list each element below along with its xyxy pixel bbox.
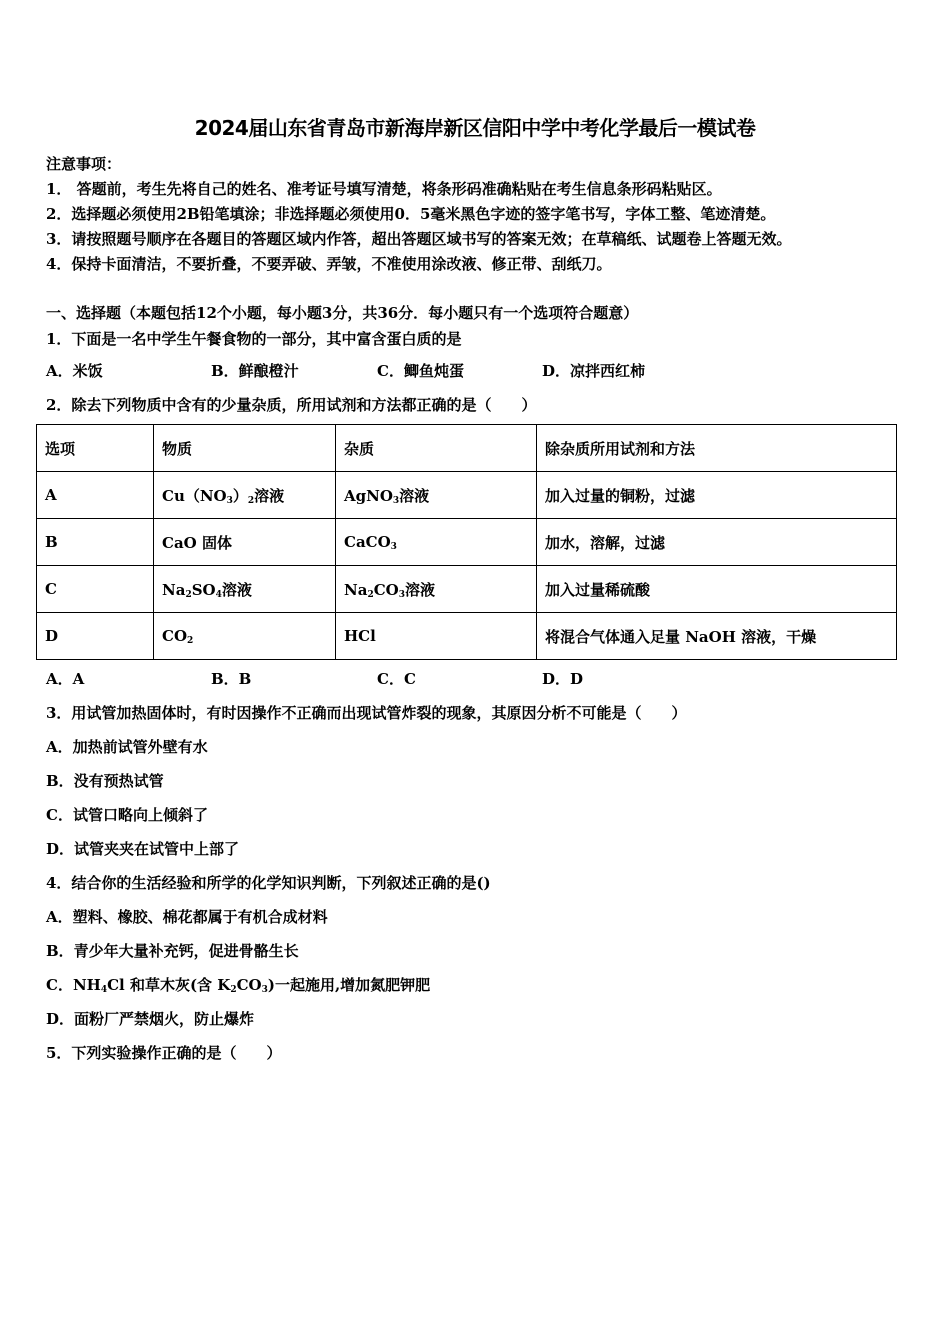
option-d: D．凉拌西红柿 <box>542 362 646 380</box>
subscript: 4 <box>215 589 222 600</box>
option-d: D．面粉厂严禁烟火，防止爆炸 <box>46 1010 255 1028</box>
formula-part: 溶液 <box>254 486 285 505</box>
table-row <box>37 519 897 566</box>
exam-title: 2024届山东省青岛市新海岸新区信阳中学中考化学最后一模试卷 <box>194 116 756 140</box>
table-header-row <box>37 425 897 472</box>
subscript: 3 <box>226 495 233 506</box>
formula-part: ） <box>232 486 248 505</box>
option-b: B．青少年大量补充钙，促进骨骼生长 <box>46 942 299 960</box>
formula-part: Na <box>344 580 368 599</box>
formula-part: Cl 和草木灰(含 K <box>107 976 231 994</box>
subscript: 2 <box>187 635 194 646</box>
method-cell: 将混合气体通入足量 NaOH 溶液，干燥 <box>537 613 897 660</box>
option-b: B．鲜酿橙汁 <box>211 362 299 380</box>
formula-part: CO <box>236 976 262 994</box>
option-b: B．B <box>211 670 252 688</box>
note-item: 4．保持卡面清洁，不要折叠，不要弄破、弄皱，不准使用涂改液、修正带、刮纸刀。 <box>46 255 612 273</box>
formula-part: )一起施用,增加氮肥钾肥 <box>267 976 431 994</box>
impurity-cell <box>336 566 537 613</box>
option-a: A．加热前试管外壁有水 <box>46 738 208 756</box>
option-c: C．C <box>377 670 416 688</box>
table-row <box>37 566 897 613</box>
substance-cell <box>154 472 336 519</box>
subscript: 3 <box>398 589 405 600</box>
impurity-cell: HCl <box>336 613 537 660</box>
formula-part: CO <box>373 580 399 599</box>
formula-part: C．NH <box>46 976 101 994</box>
table-row <box>37 472 897 519</box>
question-1-stem: 1．下面是一名中学生午餐食物的一部分，其中富含蛋白质的是 <box>46 330 462 348</box>
option-c: C．鲫鱼炖蛋 <box>377 362 464 380</box>
option-c: C．试管口略向上倾斜了 <box>46 806 208 824</box>
question-3-stem: 3．用试管加热固体时，有时因操作不正确而出现试管炸裂的现象，其原因分析不可能是（ ） <box>46 704 687 722</box>
impurity-cell <box>336 472 537 519</box>
option-a: A．A <box>46 670 85 688</box>
substance-cell: CaO 固体 <box>154 519 336 566</box>
impurity-cell <box>336 519 537 566</box>
question-2-stem: 2．除去下列物质中含有的少量杂质，所用试剂和方法都正确的是（ ） <box>46 396 537 414</box>
header-cell: 物质 <box>154 425 336 472</box>
subscript: 3 <box>392 495 400 506</box>
formula-part: 溶液 <box>221 580 252 599</box>
note-item: 1． 答题前，考生先将自己的姓名、准考证号填写清楚，将条形码准确粘贴在考生信息条形码粘贴区。 <box>46 180 722 198</box>
note-item: 2．选择题必须使用2B铅笔填涂；非选择题必须使用0．5毫米黑色字迹的签字笔书写，字体工整、笔迹清楚。 <box>46 205 776 223</box>
subscript: 2 <box>247 495 255 506</box>
option-d: D．D <box>542 670 584 688</box>
subscript: 2 <box>367 589 374 600</box>
option-b: B．没有预热试管 <box>46 772 164 790</box>
subscript: 2 <box>185 589 192 600</box>
option-cell: C <box>37 566 154 613</box>
subscript: 2 <box>230 985 237 995</box>
notes-heading: 注意事项： <box>46 155 122 173</box>
method-cell: 加入过量稀硫酸 <box>537 566 897 613</box>
option-a: A．米饭 <box>46 362 103 380</box>
header-cell: 除杂质所用试剂和方法 <box>537 425 897 472</box>
impurity-table <box>36 424 897 660</box>
substance-cell <box>154 566 336 613</box>
section-heading: 一、选择题（本题包括12个小题，每小题3分，共36分．每小题只有一个选项符合题意） <box>46 304 639 322</box>
option-d: D．试管夹夹在试管中上部了 <box>46 840 240 858</box>
option-a: A．塑料、橡胶、棉花都属于有机合成材料 <box>46 908 328 926</box>
option-c <box>46 974 430 995</box>
formula-part: Na <box>162 580 186 599</box>
option-cell: D <box>37 613 154 660</box>
subscript: 3 <box>261 985 268 995</box>
option-cell: A <box>37 472 154 519</box>
header-cell: 杂质 <box>336 425 537 472</box>
substance-cell <box>154 613 336 660</box>
subscript: 3 <box>390 541 397 552</box>
formula-part: CaCO <box>344 532 391 551</box>
option-cell: B <box>37 519 154 566</box>
question-5-stem: 5．下列实验操作正确的是（ ） <box>46 1044 282 1062</box>
note-item: 3．请按照题号顺序在各题目的答题区域内作答，超出答题区域书写的答案无效；在草稿纸、试题卷上答题无效。 <box>46 230 792 248</box>
method-cell: 加水，溶解，过滤 <box>537 519 897 566</box>
formula-part: Cu（NO <box>162 486 227 505</box>
question-4-stem: 4．结合你的生活经验和所学的化学知识判断，下列叙述正确的是() <box>46 874 491 892</box>
method-cell: 加入过量的铜粉，过滤 <box>537 472 897 519</box>
subscript: 4 <box>100 985 108 995</box>
formula-part: 溶液 <box>399 486 430 505</box>
formula-part: CO <box>162 626 188 645</box>
formula-part: 溶液 <box>404 580 435 599</box>
table-row <box>37 613 897 660</box>
header-cell: 选项 <box>37 425 154 472</box>
formula-part: AgNO <box>344 486 393 505</box>
formula-part: SO <box>191 580 216 599</box>
